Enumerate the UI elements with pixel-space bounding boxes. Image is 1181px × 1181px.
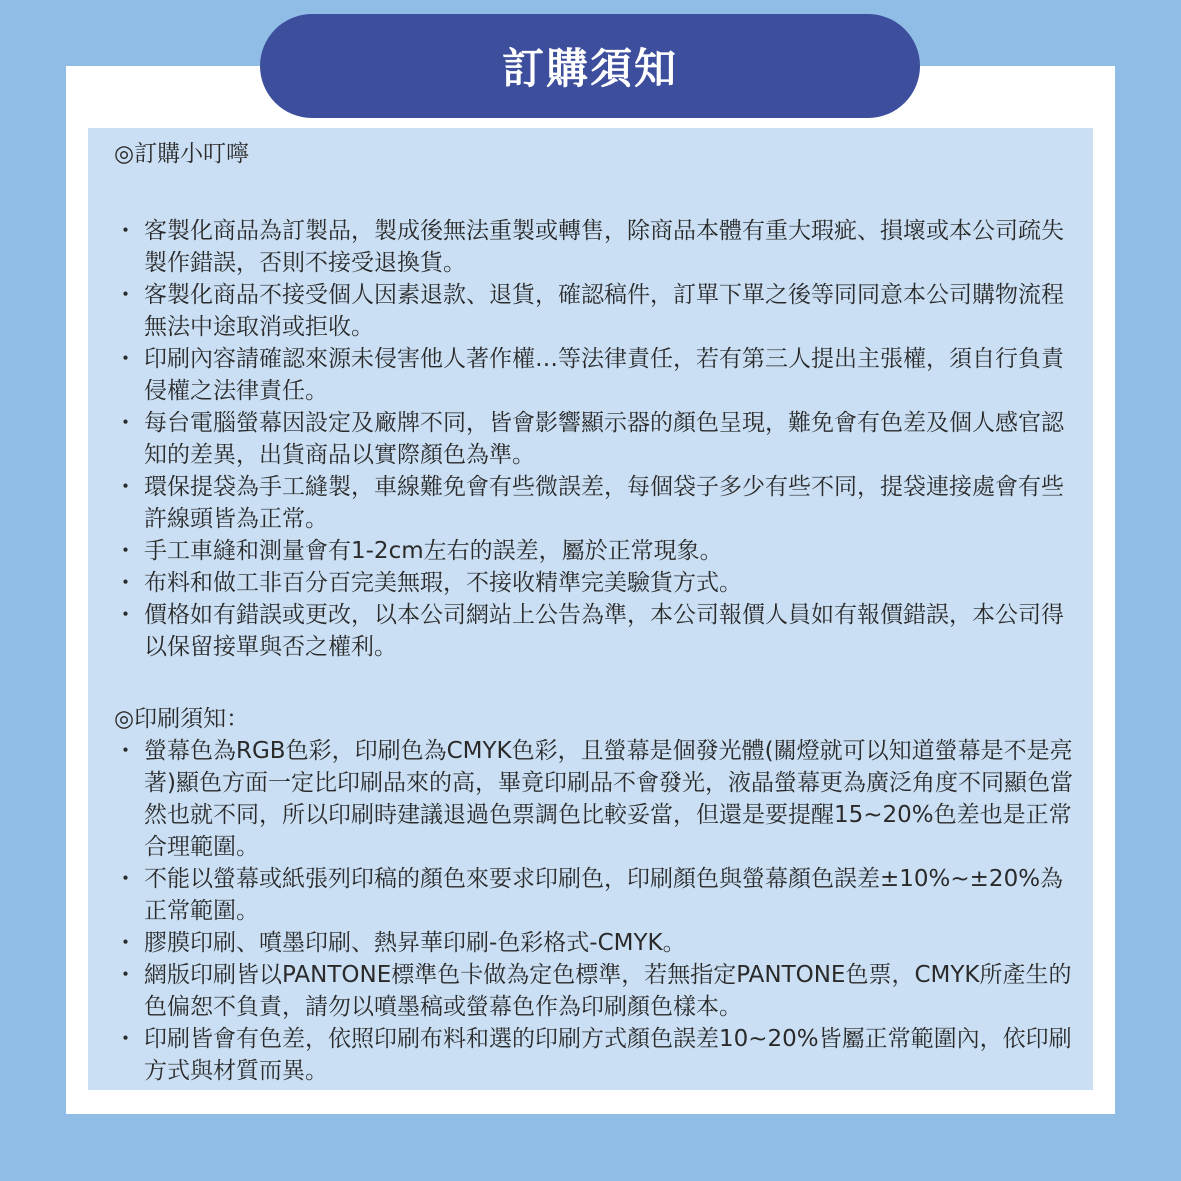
list-item: ・ 環保提袋為手工縫製，車線難免會有些微誤差，每個袋子多少有些不同，提袋連接處會有些許線頭皆為正常。 <box>114 471 1074 535</box>
order-tips-list <box>114 215 1074 663</box>
list-item: ・ 膠膜印刷、噴墨印刷、熱昇華印刷-色彩格式-CMYK。 <box>114 927 1074 959</box>
list-item: ・ 印刷皆會有色差，依照印刷布料和選的印刷方式顏色誤差10~20%皆屬正常範圍內，依印刷方式與材質而異。 <box>114 1023 1074 1087</box>
section-heading-order-tips: ◎訂購小叮嚀 <box>114 141 250 167</box>
title-banner <box>260 14 920 118</box>
list-item: ・ 每台電腦螢幕因設定及廠牌不同，皆會影響顯示器的顏色呈現，難免會有色差及個人感官認知的差異，出貨商品以實際顏色為準。 <box>114 407 1074 471</box>
page-title: 訂購須知 <box>501 44 678 93</box>
list-item: ・ 布料和做工非百分百完美無瑕，不接收精準完美驗貨方式。 <box>114 567 1074 599</box>
list-item: ・ 印刷內容請確認來源未侵害他人著作權…等法律責任，若有第三人提出主張權，須自行負責侵權之法律責任。 <box>114 343 1074 407</box>
list-item: ・ 客製化商品為訂製品，製成後無法重製或轉售，除商品本體有重大瑕疵、損壞或本公司疏失製作錯誤，否則不接受退換貨。 <box>114 215 1074 279</box>
printing-notes-list <box>114 735 1074 1087</box>
list-item: ・ 客製化商品不接受個人因素退款、退貨，確認稿件，訂單下單之後等同同意本公司購物流程無法中途取消或拒收。 <box>114 279 1074 343</box>
notice-content <box>114 138 1074 1087</box>
section-heading-printing: ◎印刷須知： <box>114 706 250 732</box>
list-item: ・ 手工車縫和測量會有1-2cm左右的誤差，屬於正常現象。 <box>114 535 1074 567</box>
list-item: ・ 價格如有錯誤或更改，以本公司網站上公告為準，本公司報價人員如有報價錯誤，本公司得以保留接單與否之權利。 <box>114 599 1074 663</box>
list-item: ・ 螢幕色為RGB色彩，印刷色為CMYK色彩，且螢幕是個發光體(關燈就可以知道螢幕是不是亮著)顯色方面一定比印刷品來的高，畢竟印刷品不會發光，液晶螢幕更為廣泛角度不同顯色當然也就不同，所以印刷時建議退過色票調色比較妥當，但還是要提醒15~20%色差也是正常合理範圍。 <box>114 735 1074 863</box>
list-item: ・ 網版印刷皆以PANTONE標準色卡做為定色標準，若無指定PANTONE色票，CMYK所產生的色偏恕不負責，請勿以噴墨稿或螢幕色作為印刷顏色樣本。 <box>114 959 1074 1023</box>
list-item: ・ 不能以螢幕或紙張列印稿的顏色來要求印刷色，印刷顏色與螢幕顏色誤差±10%~±20%為正常範圍。 <box>114 863 1074 927</box>
